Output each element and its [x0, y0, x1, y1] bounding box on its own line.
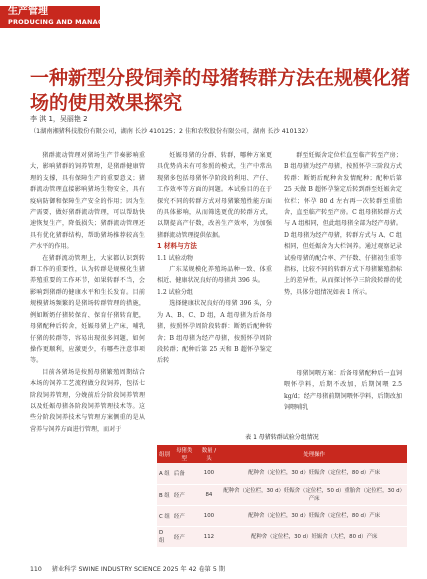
section-name-en: PRODUCING AND MANAGEMENT — [8, 18, 130, 26]
table-header-row — [157, 445, 407, 463]
cell-count: 84 — [197, 484, 222, 505]
paragraph: 妊娠母猪的分群、转群，哪种方案更具优势尚未有可参照的模式，生产中常出现猪多包括母猪怀孕阶段的利用、产仔、工作效率等方面的问题。本试验目的在于探究不同的转群方式对母猪繁殖性能方面的具体影响，从而筛选更优的转群方式，以期提高产仔数，改善生产效率，为加强猪群流动管理提供依据。 — [157, 152, 272, 239]
cell-group: B 组 — [157, 484, 172, 505]
header-cell: 处理操作 — [221, 445, 407, 463]
table-1 — [157, 432, 407, 548]
table-row — [157, 505, 407, 526]
header-cell: 母猪类型 — [172, 445, 197, 463]
section-heading: 1 材料与方法 — [157, 242, 197, 251]
page-number: 110 — [30, 566, 42, 573]
cell-method: 配种舍（定位栏，30 d）妊娠舍（定位栏，80 d）产床 — [221, 505, 407, 526]
table-row — [157, 463, 407, 484]
page-footer — [30, 564, 225, 573]
paragraph: 母猪饲喂方案：后备母猪配种后一直饲喂怀孕料，后期不改加，后期饲喂 2.5 kg/d；经产母猪前期饲喂怀孕料，后期改加饲喂哺乳 — [284, 370, 402, 412]
body-column-1 — [30, 150, 145, 435]
table-row — [157, 526, 407, 547]
body-column-3-continued — [284, 368, 402, 414]
journal-citation: 猪业科学 SWINE INDUSTRY SCIENCE 2025 年 42 卷第 5 期 — [51, 566, 225, 573]
cell-count: 100 — [197, 505, 222, 526]
cell-count: 100 — [197, 463, 222, 484]
cell-method: 配种舍（定位栏，30 d）妊娠舍（定位栏，50 d）重胎舍（定位栏，30 d）产床 — [221, 484, 407, 505]
article-affiliation: （1湖南湘猪科技股份有限公司，湖南 长沙 410125；2 佳和农牧股份有限公司，湖南 长沙 410132） — [30, 128, 312, 135]
cell-type: 经产 — [172, 526, 197, 547]
header-cell: 组别 — [157, 445, 172, 463]
cell-group: D 组 — [157, 526, 172, 547]
paragraph: 目前各猪场是按照母猪繁殖周期结合本场的饲养工艺流程做分段饲养，包括七阶段饲养管理，分娩前后分阶段饲养管理以及妊娠母猪各阶段饲养管理技术等。这些分阶段饲养技术与管理方案侧重的是从营养与饲养方面进行管理，而对于 — [30, 368, 145, 433]
body-column-3 — [284, 150, 402, 298]
cell-method: 配种舍（定位栏，30 d）妊娠舍（定位栏，80 d）产床 — [221, 463, 407, 484]
paragraph: 群至妊娠舍定位栏直至临产转至产房；B 组母猪为经产母猪，按照怀孕三阶段方式转群：断奶后配种舍发情配种；配种后第 25 天做 B 超怀孕鉴定后转到群至妊娠舍定位栏；怀孕 80 d 左右再一次转群至重胎舍，直至临产转至产房。C 组母猪转群方式与 A 组相同，但此组母猪全部为经产母猪。D 组母猪为经产母猪，转群方式与 A、C 组相同，但妊娠舍为大栏饲养。通过观察记录试验母猪的配合率、产仔数、仔猪初生重等指标，比较不同的转群方式下母猪繁殖指标上的差异性，从而探讨怀孕三阶段转群的优势，具体分组情况如表 1 所示。 — [284, 152, 402, 296]
article-authors: 李 淇 1，吴丽艳 2 — [30, 115, 88, 123]
section-name-cn: 生产管理 — [8, 6, 48, 17]
table-caption: 表 1 母猪转群试验分组情况 — [245, 434, 319, 441]
paragraph: 选择健康状况良好的母猪 396 头，分为 A、B、C、D 组，A 组母猪为后备母猪，按照怀孕周阶段转群：断奶后配种转舍；B 组母猪为经产母猪，按照怀孕周阶段转群；配种后第 25 天和 B 超怀孕鉴定后转 — [157, 300, 272, 365]
cell-type: 经产 — [172, 484, 197, 505]
cell-group: A 组 — [157, 463, 172, 484]
cell-type: 经产 — [172, 505, 197, 526]
paragraph: 广东某规模化养殖场品种一致、体重相近、健康状况良好的母猪共 396 头。 — [157, 266, 272, 285]
cell-type: 后备 — [172, 463, 197, 484]
header-cell: 数量 / 头 — [197, 445, 222, 463]
paragraph: 在猪群流动管理上，大家都认识到转群工作的重要性，认为转群是规模化生猪养殖重要的工作环节，如果转群不当，会影响到猪群的健康水平和生长发育。目前规模猪场频繁的是猪场转群管理的措施，例如断奶仔猪转保育、保育仔猪转育肥，母猪配种后转舍，妊娠母猪上产床，哺乳仔猪的转群等，容易出现很多问题，如何操作更顺利，应激更少，有哪些注意事项等。 — [30, 254, 145, 365]
section-header — [0, 0, 427, 40]
article-title: 一种新型分段饲养的母猪转群方法在规模化猪场的使用效果探究 — [30, 67, 411, 114]
grouping-table — [157, 445, 407, 548]
cell-count: 112 — [197, 526, 222, 547]
table-row — [157, 484, 407, 505]
subsection-heading: 1.1 试验动物 — [157, 254, 194, 262]
paragraph: 猪群流动管理对猪场生产节奏影响重大，影响猪群的饲养管理，是猪群健康管理的支撑，具有保障生产的重要意义；猪群流动管理直接影响猪场生物安全，具有疫病防御和保障生产安全的作用；因为生产需要，做好猪群流动管理，可以帮助快速恢复生产，降低损失；猪群流动管理还具有优化猪群结构，帮助猪场推荐较高生产水平的作用。 — [30, 152, 145, 251]
body-column-2 — [157, 150, 272, 367]
cell-method: 配种舍（定位栏，30 d）妊娠舍（大栏，80 d）产床 — [221, 526, 407, 547]
cell-group: C 组 — [157, 505, 172, 526]
subsection-heading: 1.2 试验分组 — [157, 288, 194, 296]
